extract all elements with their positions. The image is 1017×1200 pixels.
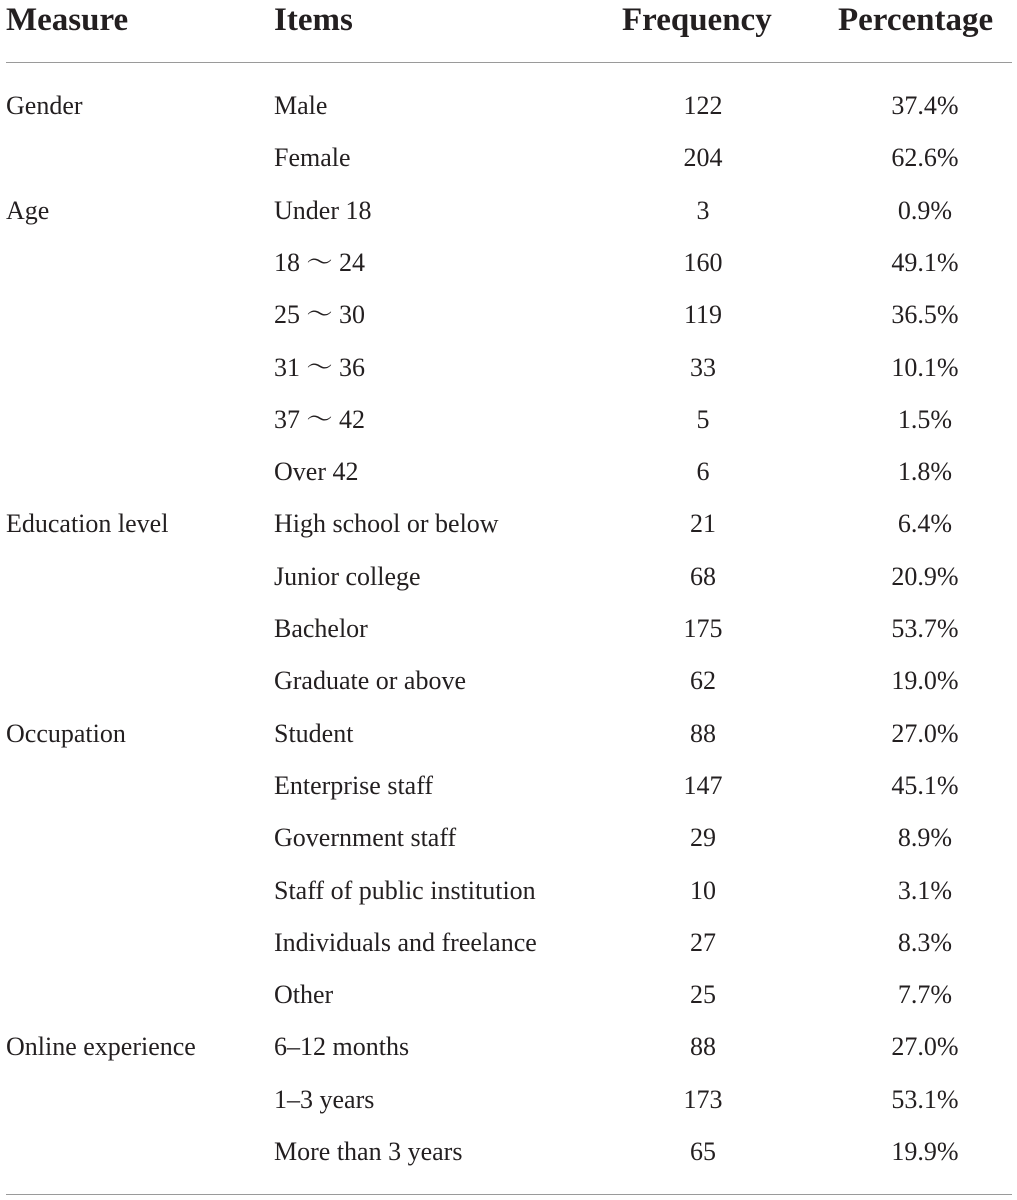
cell-frequency: 29 [690,823,716,853]
cell-item: Student [274,718,354,748]
cell-item: Male [274,91,328,120]
cell-percentage: 53.7% [891,614,959,643]
table-row [0,603,1017,655]
table-row [0,185,1017,237]
header-percentage: Percentage [838,2,994,38]
cell-percentage: 37.4% [891,91,959,120]
cell-item: 31 ～ 36 [274,352,366,382]
cell-measure: Education level [6,509,169,539]
table-row [0,1074,1017,1126]
cell-item: More than 3 years [274,1137,463,1166]
cell-percentage: 0.9% [897,195,953,225]
cell-item: High school or below [274,509,499,539]
table-bottom-rule [6,1194,1012,1195]
table-row [0,551,1017,603]
cell-percentage: 62.6% [891,143,959,173]
cell-percentage: 3.1% [897,875,953,905]
cell-measure: Occupation [6,718,126,748]
table-row [0,865,1017,917]
cell-percentage: 27.0% [891,718,959,748]
cell-percentage: 8.3% [897,927,953,957]
cell-percentage: 8.9% [897,823,953,853]
cell-frequency: 119 [683,300,723,330]
table-row [0,342,1017,394]
cell-frequency: 204 [683,143,723,173]
table-row [0,1021,1017,1073]
cell-item: Over 42 [274,457,359,487]
table-row [0,1126,1017,1178]
table-row [0,917,1017,969]
cell-frequency: 25 [690,980,716,1010]
table-row [0,80,1017,132]
cell-item: Graduate or above [274,666,467,696]
cell-item: 18 ～ 24 [274,247,366,277]
cell-frequency: 33 [690,352,716,382]
cell-item: 1–3 years [274,1084,375,1114]
cell-measure: Gender [6,91,83,120]
header-items: Items [274,2,353,38]
table-row [0,760,1017,812]
header-divider [6,62,1012,63]
cell-percentage: 10.1% [891,352,959,382]
table-row [0,969,1017,1021]
cell-percentage: 1.5% [897,404,953,434]
cell-item: Under 18 [274,195,372,225]
cell-item: 37 ～ 42 [274,404,366,434]
cell-frequency: 122 [683,91,723,120]
cell-frequency: 173 [683,1084,723,1114]
cell-percentage: 36.5% [891,300,959,330]
cell-measure: Age [6,195,50,225]
cell-item: Junior college [274,561,421,591]
cell-item: Enterprise staff [274,770,434,800]
cell-percentage: 53.1% [891,1084,959,1114]
cell-frequency: 10 [690,875,716,905]
cell-frequency: 27 [690,927,716,957]
cell-frequency: 6 [696,457,710,487]
cell-frequency: 62 [690,666,716,696]
cell-frequency: 21 [690,509,716,539]
table-row [0,812,1017,864]
table-row [0,498,1017,550]
table-row [0,655,1017,707]
cell-frequency: 175 [683,614,723,643]
cell-frequency: 5 [696,404,710,434]
cell-percentage: 7.7% [897,980,953,1010]
table-header [0,0,1017,40]
table-row [0,446,1017,498]
cell-item: Staff of public institution [274,875,536,905]
cell-item: Other [274,980,334,1010]
cell-percentage: 6.4% [897,509,953,539]
cell-percentage: 1.8% [897,457,953,487]
cell-percentage: 49.1% [891,247,959,277]
cell-item: 25 ～ 30 [274,300,366,330]
cell-percentage: 19.9% [891,1137,959,1166]
cell-item: Government staff [274,823,457,853]
cell-item: Female [274,143,351,173]
cell-frequency: 160 [683,247,723,277]
cell-item: Individuals and freelance [274,927,537,957]
cell-percentage: 27.0% [891,1032,959,1062]
cell-percentage: 19.0% [891,666,959,696]
cell-frequency: 88 [690,718,716,748]
cell-item: 6–12 months [274,1032,410,1062]
table-row [0,708,1017,760]
cell-frequency: 3 [696,195,710,225]
header-frequency: Frequency [622,2,772,38]
header-measure: Measure [6,2,129,38]
table-row [0,289,1017,341]
cell-frequency: 147 [683,770,723,800]
cell-frequency: 88 [690,1032,716,1062]
cell-measure: Online experience [6,1032,196,1062]
cell-frequency: 68 [690,561,716,591]
table-row [0,394,1017,446]
table-row [0,132,1017,184]
cell-item: Bachelor [274,614,368,643]
cell-percentage: 45.1% [891,770,959,800]
cell-frequency: 65 [690,1137,716,1166]
table-row [0,237,1017,289]
cell-percentage: 20.9% [891,561,959,591]
